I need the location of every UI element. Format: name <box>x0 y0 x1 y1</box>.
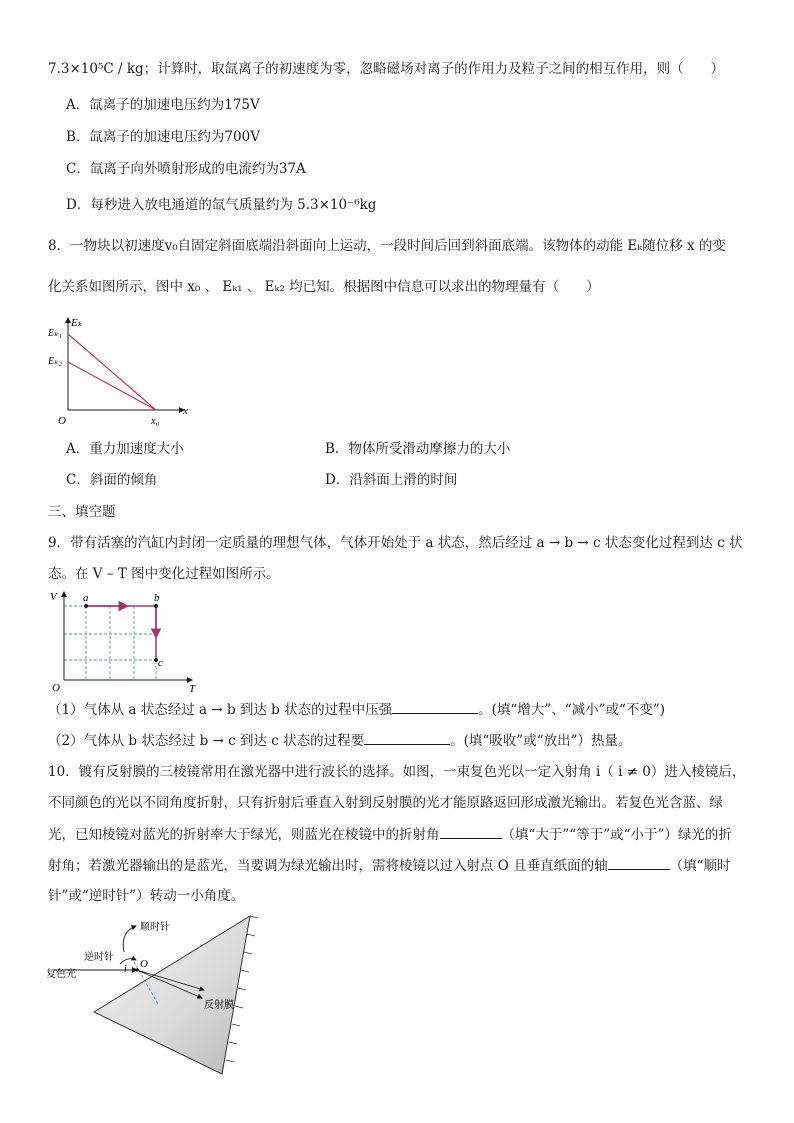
q10-label-incident: 复色光 <box>46 969 76 980</box>
q10-blank-2[interactable] <box>608 855 670 870</box>
q10-line3-text-after: （填“大于”“等于”或“小于”）绿光的折 <box>501 827 732 843</box>
q9-sub2-text-before: （2）气体从 b 状态经过 b → c 到达 c 状态的过程要 <box>48 733 365 749</box>
q10-line1: 10．镀有反射膜的三棱镜常用在激光器中进行波长的选择。如图，一束复色光以一定入射角 i（ i ≠ 0）进入棱镜后， <box>48 764 746 780</box>
section-title-fill-in: 三、填空题 <box>48 504 116 520</box>
q9-label-a: a <box>83 592 89 604</box>
q7-option-a: A．氙离子的加速电压约为175V <box>66 97 260 113</box>
q10-counterclockwise-arrow <box>120 959 136 964</box>
q10-line5: 针”或“逆时针”）转动一小角度。 <box>48 888 245 904</box>
q9-point-b <box>154 604 158 608</box>
q10-line4-text-before: 射角；若激光器输出的是蓝光，当要调为绿光输出时，需将棱镜以过入射点 O 且垂直纸面的轴 <box>48 858 608 874</box>
q10-label-film: 反射膜 <box>204 1000 234 1011</box>
q7-option-c: C．氙离子向外喷射形成的电流约为37A <box>66 161 306 177</box>
q8-ek1-label: Eₖ₁ <box>48 328 62 339</box>
q7-option-b: B．氙离子的加速电压约为700V <box>66 129 260 145</box>
q9-sub1 <box>48 699 665 720</box>
q9-sub2 <box>48 730 632 751</box>
q8-line1: 8．一物块以初速度v₀自固定斜面底端沿斜面向上运动，一段时间后回到斜面底端。该物体的动能 Eₖ随位移 x 的变 <box>48 238 726 254</box>
q10-line4-text-after: （填“顺时 <box>669 858 731 874</box>
q8-y-label: Eₖ <box>71 317 83 329</box>
q9-origin-label: O <box>52 682 60 694</box>
q10-point-o <box>135 968 138 971</box>
q7-option-d: D．每秒进入放电通道的氙气质量约为 5.3×10⁻⁶kg <box>66 197 377 213</box>
q10-line3-text-before: 光，已知棱镜对蓝光的折射率大于绿光，则蓝光在棱镜中的折射角 <box>48 827 440 843</box>
q8-origin-label: O <box>58 415 66 427</box>
q10-label-i: i <box>124 964 127 975</box>
q10-clockwise-arrow <box>123 926 136 952</box>
q9-sub1-text-after: 。(填“增大”、“减小”或“不变”) <box>478 702 666 718</box>
q8-line2: 化关系如图所示，图中 x₀ 、 Eₖ₁ 、 Eₖ₂ 均已知。根据图中信息可以求出的物理量有（ ） <box>48 279 600 295</box>
q10-label-counterclockwise: 逆时针 <box>84 952 114 963</box>
q10-label-o: O <box>140 958 148 970</box>
q8-option-a: A．重力加速度大小 <box>66 441 184 457</box>
q8-option-c: C．斜面的倾角 <box>66 472 158 488</box>
q9-line2: 态。在 V – T 图中变化过程如图所示。 <box>48 566 280 582</box>
q9-label-c: c <box>158 657 163 669</box>
q9-label-b: b <box>154 592 160 604</box>
q7-intro: 7.3×10⁵C / kg；计算时，取氙离子的初速度为零，忽略磁场对离子的作用力及粒子之间的相互作用，则（ ） <box>48 61 725 77</box>
q9-sub2-blank[interactable] <box>364 730 450 745</box>
q8-option-d: D．沿斜面上滑的时间 <box>325 472 458 488</box>
q9-sub1-text-before: （1）气体从 a 状态经过 a → b 到达 b 状态的过程中压强 <box>48 702 393 718</box>
q10-line3 <box>48 824 732 845</box>
q9-sub2-text-after: 。(填“吸收”或“放出”）热量。 <box>450 733 632 749</box>
q10-prism <box>94 916 250 1074</box>
q9-point-a <box>84 604 88 608</box>
q10-line2: 不同颜色的光以不同角度折射，只有折射后垂直入射到反射膜的光才能原路返回形成激光输出。若复色光含蓝、绿 <box>48 795 723 811</box>
q10-prism-diagram <box>44 912 314 1077</box>
q8-ek-x-graph <box>44 312 204 430</box>
q8-x0-label: x₀ <box>151 416 159 427</box>
q9-sub1-blank[interactable] <box>392 699 478 714</box>
q8-ek2-line <box>68 362 156 410</box>
q10-line4 <box>48 855 731 876</box>
q8-ek2-label: Eₖ₂ <box>48 356 62 367</box>
q8-option-b: B．物体所受滑动摩擦力的大小 <box>325 441 511 457</box>
q9-x-label: T <box>189 683 196 694</box>
q9-line1: 9．带有活塞的汽缸内封闭一定质量的理想气体，气体开始处于 a 状态，然后经过 a → b → c 状态变化过程到达 c 状 <box>48 535 743 551</box>
q10-label-clockwise: 顺时针 <box>140 922 170 933</box>
q9-y-label: V <box>50 591 57 603</box>
q8-x-label: x <box>183 405 188 417</box>
q10-blank-1[interactable] <box>440 824 502 839</box>
q8-ek1-line <box>68 334 156 410</box>
q9-v-t-graph <box>44 588 204 694</box>
